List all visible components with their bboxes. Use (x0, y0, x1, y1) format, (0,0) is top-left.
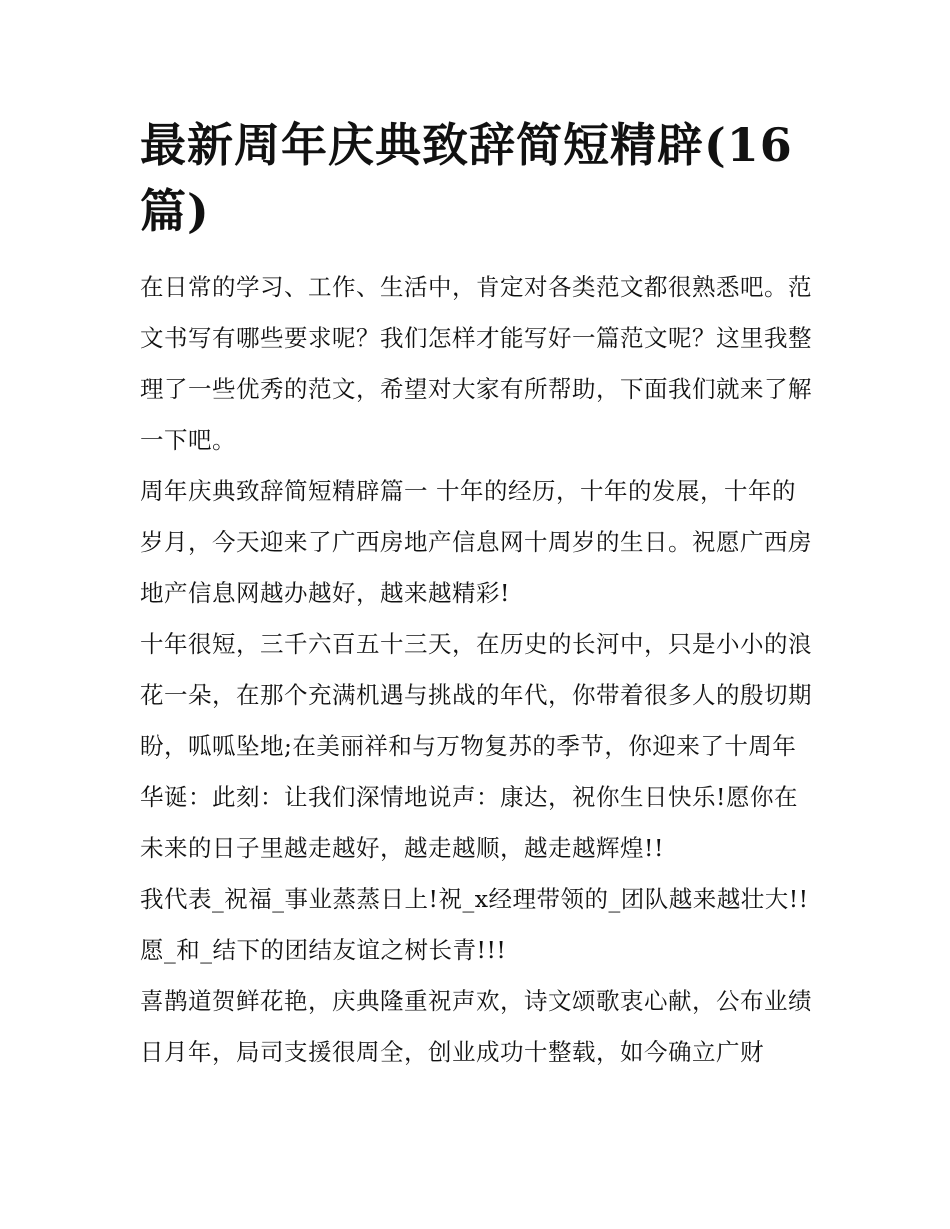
paragraph-speech-1: 周年庆典致辞简短精辟篇一 十年的经历，十年的发展，十年的岁月，今天迎来了广西房地产信息网十周岁的生日。祝愿广西房地产信息网越办越好，越来越精彩! (140, 477, 812, 607)
paragraph-ten-years: 十年很短，三千六百五十三天，在历史的长河中，只是小小的浪花一朵，在那个充满机遇与挑战的年代，你带着很多人的殷切期盼，呱呱坠地;在美丽祥和与万物复苏的季节，你迎来了十周年华诞：此刻：让我们深情地说声：康达，祝你生日快乐!愿你在未来的日子里越走越好，越走越顺，越走越辉煌!! (140, 630, 812, 862)
document-title: 最新周年庆典致辞简短精辟(16篇) (140, 118, 793, 238)
paragraph-poem: 喜鹊道贺鲜花艳，庆典隆重祝声欢，诗文颂歌衷心献，公布业绩日月年，局司支援很周全，创业成功十整载，如今确立广财 (140, 987, 812, 1066)
paragraph-intro: 在日常的学习、工作、生活中，肯定对各类范文都很熟悉吧。范文书写有哪些要求呢？我们怎样才能写好一篇范文呢？这里我整理了一些优秀的范文，希望对大家有所帮助，下面我们就来了解一下吧。 (140, 273, 812, 454)
paragraph-blessing: 我代表_祝福_事业蒸蒸日上!祝_x经理带领的_团队越来越壮大!!愿_和_结下的团结友谊之树长青!!! (140, 885, 809, 964)
